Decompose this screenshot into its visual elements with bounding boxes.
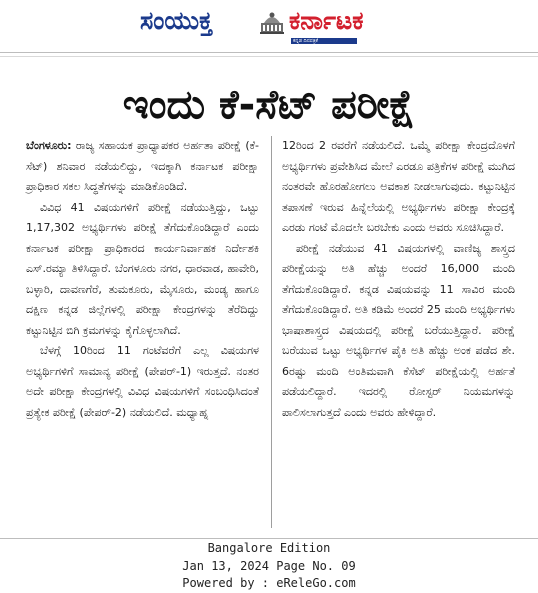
masthead-logo-left: ಸಂಯುಕ್ತ (140, 6, 213, 35)
masthead-tagline: ಕನ್ನಡ ದಿನಪತ್ರಿಕೆ (291, 38, 357, 44)
date-page-label: Jan 13, 2024 Page No. 09 (182, 558, 356, 573)
paragraph: ವಿವಿಧ 41 ವಿಷಯಗಳಿಗೆ ಪರೀಕ್ಷೆ ನಡೆಯುತ್ತಿದ್ದು, ಒಟ್ಟು 1,17,302 ಅಭ್ಯರ್ಥಿಗಳು ಪರೀಕ್ಷೆ ತೆಗೆದುಕೊಂಡಿದ್ದಾರೆ ಎಂದು ಕರ್ನಾಟಕ ಪರೀಕ್ಷಾ ಪ್ರಾಧಿಕಾರದ ಕಾರ್ಯನಿರ್ವಾಹಕ ನಿರ್ದೇಶಕಿ ಎಸ್.ರಮ್ಯಾ ತಿಳಿಸಿದ್ದಾರೆ. ಬೆಂಗಳೂರು ನಗರ, ಧಾರವಾಡ, ಹಾವೇರಿ, ಬಳ್ಳಾರಿ, ದಾವಣಗೆರೆ, ತುಮಕೂರು, ಮೈಸೂರು, ಮಂಡ್ಯ ಹಾಗೂ ದಕ್ಷಿಣ ಕನ್ನಡ ಜಿಲ್ಲೆಗಳಲ್ಲಿ ಪರೀಕ್ಷಾ ಕೇಂದ್ರಗಳನ್ನು ತೆರೆದಿದ್ದು ಕಟ್ಟುನಿಟ್ಟಿನ ಬಿಗಿ ಕ್ರಮಗಳನ್ನು ಕೈಗೊಳ್ಳಲಾಗಿದೆ. (26, 200, 259, 337)
article-column-left (26, 136, 259, 423)
footer-rule (0, 538, 538, 539)
article-column-right (282, 136, 515, 423)
edition-label: Bangalore Edition (207, 541, 331, 555)
paragraph-text: ರಾಜ್ಯ ಸಹಾಯಕ ಪ್ರಾಧ್ಯಾಪಕರ ಅರ್ಹತಾ ಪರೀಕ್ಷೆ (ಕೆ-ಸೆಟ್) ಶನಿವಾರ ನಡೆಯಲಿದ್ದು, ಇದಕ್ಕಾಗಿ ಕರ್ನಾಟಕ ಪರೀಕ್ಷಾ ಪ್ರಾಧಿಕಾರ ಸಕಲ ಸಿದ್ಧತೆಗಳನ್ನು ಮಾಡಿಕೊಂಡಿದೆ. (26, 139, 259, 193)
article-headline: ಇಂದು ಕೆ-ಸೆಟ್ ಪರೀಕ್ಷೆ (122, 82, 416, 128)
paragraph: ಬೆಳಗ್ಗೆ 10ರಿಂದ 11 ಗಂಟೆವರೆಗೆ ಎಲ್ಲ ವಿಷಯಗಳ ಅಭ್ಯರ್ಥಿಗಳಿಗೆ ಸಾಮಾನ್ಯ ಪರೀಕ್ಷೆ (ಪೇಪರ್-1) ಇರುತ್ತದೆ. ನಂತರ ಅದೇ ಪರೀಕ್ಷಾ ಕೇಂದ್ರಗಳಲ್ಲಿ ವಿವಿಧ ವಿಷಯಗಳಿಗೆ ಸಂಬಂಧಿಸಿದಂತೆ ಪ್ರತ್ಯೇಕ ಪರೀಕ್ಷೆ (ಪೇಪರ್-2) ನಡೆಯಲಿದೆ. ಮಧ್ಯಾಹ್ನ (26, 344, 259, 419)
page-footer (0, 540, 538, 593)
emblem-icon (258, 9, 286, 35)
column-divider (271, 136, 272, 528)
powered-by-label: Powered by : eReleGo.com (182, 576, 356, 590)
paragraph: 12ರಿಂದ 2 ರವರೆಗೆ ನಡೆಯಲಿದೆ. ಒಮ್ಮೆ ಪರೀಕ್ಷಾ ಕೇಂದ್ರದೊಳಗೆ ಅಭ್ಯರ್ಥಿಗಳು ಪ್ರವೇಶಿಸಿದ ಮೇಲೆ ಎರಡೂ ಪತ್ರಿಕೆಗಳ ಪರೀಕ್ಷೆ ಮುಗಿದ ನಂತರವೇ ಹೊರಹೋಗಲು ಅವಕಾಶ ನೀಡಲಾಗುವುದು. ಕಟ್ಟುನಿಟ್ಟಿನ ತಪಾಸಣೆ ಇರುವ ಹಿನ್ನೆಲೆಯಲ್ಲಿ ಅಭ್ಯರ್ಥಿಗಳು ಪರೀಕ್ಷಾ ಕೇಂದ್ರಕ್ಕೆ ಎರಡು ಗಂಟೆ ಮೊದಲೇ ಬರಬೇಕು ಎಂದು ಅವರು ಸೂಚಿಸಿದ್ದಾರೆ. (282, 139, 515, 234)
paragraph: ಪರೀಕ್ಷೆ ನಡೆಯುವ 41 ವಿಷಯಗಳಲ್ಲಿ ವಾಣಿಜ್ಯ ಶಾಸ್ತ್ರದ ಪರೀಕ್ಷೆಯನ್ನು ಅತಿ ಹೆಚ್ಚು ಅಂದರೆ 16,000 ಮಂದಿ ತೆಗೆದುಕೊಂಡಿದ್ದಾರೆ. ಕನ್ನಡ ವಿಷಯವನ್ನು 11 ಸಾವಿರ ಮಂದಿ ತೆಗೆದುಕೊಂಡಿದ್ದಾರೆ. ಅತಿ ಕಡಿಮೆ ಅಂದರೆ 25 ಮಂದಿ ಅಭ್ಯರ್ಥಿಗಳು ಭಾಷಾಶಾಸ್ತ್ರದ ವಿಷಯದಲ್ಲಿ ಪರೀಕ್ಷೆ ಬರೆಯುತ್ತಿದ್ದಾರೆ. ಪರೀಕ್ಷೆ ಬರೆಯುವ ಒಟ್ಟು ಅಭ್ಯರ್ಥಿಗಳ ಪೈಕಿ ಅತಿ ಹೆಚ್ಚು ಅಂಕ ಪಡೆದ ಶೇ. 6ರಷ್ಟು ಮಂದಿ ಅಂತಿಮವಾಗಿ ಕೆಸೆಟ್ ಪರೀಕ್ಷೆಯಲ್ಲಿ ಅರ್ಹತೆ ಪಡೆಯಲಿದ್ದಾರೆ. ಇದರಲ್ಲಿ ರೋಸ್ಟರ್ ನಿಯಮಗಳನ್ನು ಪಾಲಿಸಲಾಗುತ್ತದೆ ಎಂದು ಅವರು ಹೇಳಿದ್ದಾರೆ. (282, 241, 515, 419)
dateline: ಬೆಂಗಳೂರು: (26, 139, 72, 152)
article-body (26, 136, 516, 536)
paragraph (26, 136, 259, 198)
masthead-logo-right: ಕರ್ನಾಟಕ (289, 6, 364, 35)
masthead-rule-thin (0, 56, 538, 57)
masthead-rule (0, 52, 538, 53)
masthead (0, 0, 538, 52)
